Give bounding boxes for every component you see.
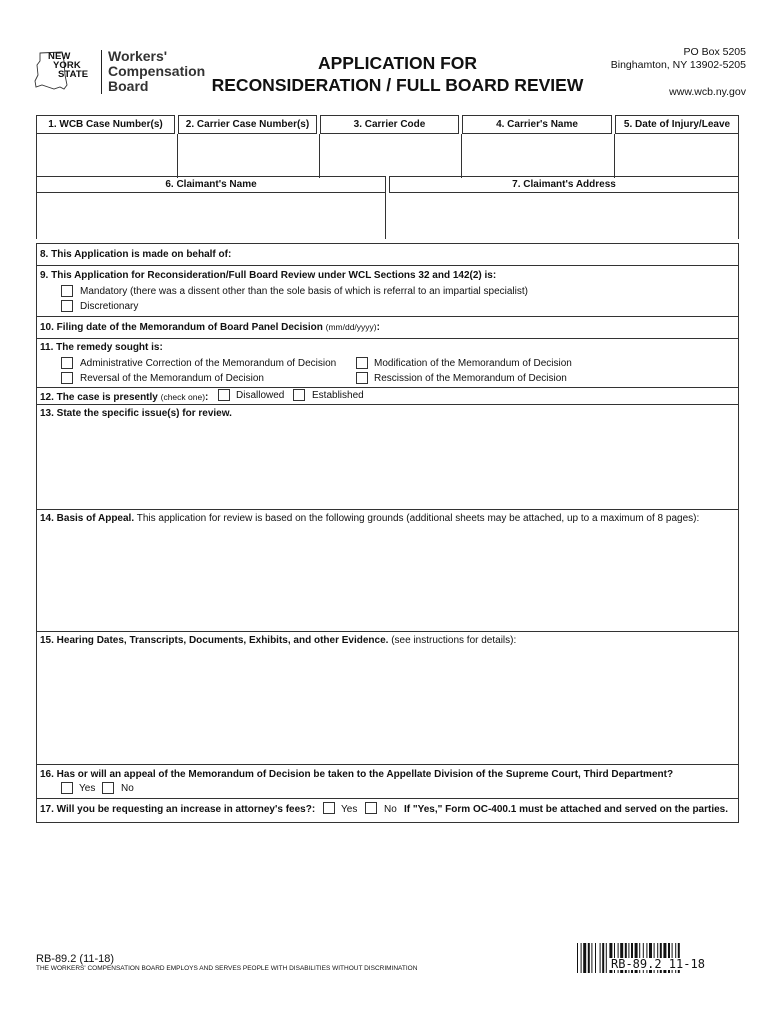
section-15-description: (see instructions for details):	[388, 635, 517, 646]
claimant-address-header: 7. Claimant's Address	[389, 176, 739, 193]
carrier-code-field[interactable]	[320, 135, 460, 177]
section-11-label: 11. The remedy sought is:	[40, 342, 163, 353]
mandatory-checkbox[interactable]	[61, 285, 73, 297]
carrier-code-header: 3. Carrier Code	[320, 115, 459, 134]
discretionary-checkbox[interactable]	[61, 300, 73, 312]
reversal-label: Reversal of the Memorandum of Decision	[80, 373, 264, 384]
claimant-name-header: 6. Claimant's Name	[36, 176, 386, 193]
section-14-title: 14. Basis of Appeal.	[40, 513, 135, 524]
carrier-name-field[interactable]	[462, 135, 613, 177]
evidence-field[interactable]	[39, 650, 736, 762]
section-9-label: 9. This Application for Reconsideration/Full Board Review under WCL Sections 32 and 142(2) is:	[40, 270, 497, 281]
section-divider	[37, 265, 738, 266]
section-divider	[37, 387, 738, 388]
barcode-text: RB-89.2 11-18	[611, 957, 705, 971]
appeal-yes-label: Yes	[79, 783, 96, 794]
reversal-checkbox[interactable]	[61, 372, 73, 384]
date-of-injury-field[interactable]	[615, 135, 737, 177]
section-divider	[37, 404, 738, 405]
claimant-table	[36, 175, 739, 239]
specific-issues-field[interactable]	[39, 422, 736, 507]
logo-org-line: Compensation	[108, 63, 206, 79]
date-of-injury-header: 5. Date of Injury/Leave	[615, 115, 739, 134]
section-12-label	[40, 391, 208, 404]
section-10-label	[40, 321, 380, 334]
section-divider	[37, 798, 738, 799]
barcode	[577, 943, 737, 973]
basis-of-appeal-field[interactable]	[39, 528, 736, 628]
logo-org-name	[108, 49, 205, 94]
section-divider	[37, 509, 738, 510]
logo-state-line-2: YORK	[53, 60, 81, 71]
section-divider	[37, 631, 738, 632]
section-8-label: 8. This Application is made on behalf of:	[40, 249, 232, 260]
website-link[interactable]: www.wcb.ny.gov	[669, 86, 746, 98]
form-title	[200, 52, 595, 96]
claimant-name-field[interactable]	[37, 194, 384, 238]
check-one-hint: (check one)	[160, 392, 206, 402]
attorney-fees-no-checkbox[interactable]	[365, 802, 377, 814]
logo-state-line-1: NEW	[48, 51, 71, 62]
section-divider	[37, 338, 738, 339]
on-behalf-of-field[interactable]	[237, 246, 733, 262]
logo-org-line: Workers'	[108, 48, 168, 64]
section-17-label: 17. Will you be requesting an increase in attorney's fees?:	[40, 804, 316, 815]
administrative-correction-checkbox[interactable]	[61, 357, 73, 369]
attorney-fees-yes-checkbox[interactable]	[323, 802, 335, 814]
appeal-no-label: No	[121, 783, 134, 794]
address-line-2: Binghamton, NY 13902-5205	[610, 59, 746, 71]
attorney-fees-no-label: No	[384, 804, 397, 815]
wcb-case-number-field[interactable]	[37, 135, 176, 177]
section-10-text: 10. Filing date of the Memorandum of Board Panel Decision	[40, 322, 323, 333]
appeal-no-checkbox[interactable]	[102, 782, 114, 794]
date-format-hint: (mm/dd/yyyy)	[325, 322, 377, 332]
modification-label: Modification of the Memorandum of Decision	[374, 358, 572, 369]
appeal-yes-checkbox[interactable]	[61, 782, 73, 794]
rescission-label: Rescission of the Memorandum of Decision	[374, 373, 567, 384]
modification-checkbox[interactable]	[356, 357, 368, 369]
disallowed-checkbox[interactable]	[218, 389, 230, 401]
table-rule	[738, 134, 739, 178]
claimant-address-field[interactable]	[390, 194, 737, 238]
rescission-checkbox[interactable]	[356, 372, 368, 384]
wcb-logo	[34, 47, 204, 97]
carrier-case-number-field[interactable]	[178, 135, 318, 177]
table-rule	[738, 193, 739, 239]
section-14-description: This application for review is based on the following grounds (additional sheets may be attached, up to a maximum of 8 pages):	[134, 513, 700, 524]
sections-box	[36, 243, 739, 823]
mailing-address	[611, 46, 746, 72]
logo-state-line-3: STATE	[58, 69, 89, 80]
attorney-fees-note: If "Yes," Form OC-400.1 must be attached and served on the parties.	[404, 804, 729, 815]
case-table	[36, 115, 739, 178]
section-12-text: 12. The case is presently	[40, 392, 158, 403]
section-divider	[37, 764, 738, 765]
form-title-line-2: RECONSIDERATION / FULL BOARD REVIEW	[211, 75, 584, 95]
administrative-correction-label: Administrative Correction of the Memorandum of Decision	[80, 358, 337, 369]
wcb-case-number-header: 1. WCB Case Number(s)	[36, 115, 175, 134]
section-divider	[37, 316, 738, 317]
table-rule	[385, 193, 386, 239]
logo-org-line: Board	[108, 78, 149, 94]
logo-divider	[101, 50, 102, 94]
discretionary-label: Discretionary	[80, 301, 139, 312]
section-16-label: 16. Has or will an appeal of the Memorandum of Decision be taken to the Appellate Division of the Supreme Court, Third Department?	[40, 769, 674, 780]
mandatory-label: Mandatory (there was a dissent other than the sole basis of which is referral to an impartial specialist)	[80, 286, 528, 297]
section-12-colon: :	[205, 392, 209, 403]
carrier-case-number-header: 2. Carrier Case Number(s)	[178, 115, 317, 134]
attorney-fees-yes-label: Yes	[341, 804, 358, 815]
section-14-label	[40, 513, 699, 525]
established-label: Established	[312, 390, 364, 401]
section-15-title: 15. Hearing Dates, Transcripts, Documents, Exhibits, and other Evidence.	[40, 635, 389, 646]
section-15-label	[40, 635, 516, 647]
section-13-label: 13. State the specific issue(s) for review.	[40, 408, 232, 419]
established-checkbox[interactable]	[293, 389, 305, 401]
carrier-name-header: 4. Carrier's Name	[462, 115, 612, 134]
address-line-1: PO Box 5205	[683, 46, 746, 58]
filing-date-field[interactable]	[387, 318, 733, 334]
disallowed-label: Disallowed	[236, 390, 285, 401]
form-code: RB-89.2 (11-18)	[36, 953, 115, 965]
nondiscrimination-note: THE WORKERS' COMPENSATION BOARD EMPLOYS AND SERVES PEOPLE WITH DISABILITIES WITHOUT DISCRIMINATION	[36, 965, 418, 972]
section-10-colon: :	[376, 322, 380, 333]
form-title-line-1: APPLICATION FOR	[317, 53, 478, 73]
